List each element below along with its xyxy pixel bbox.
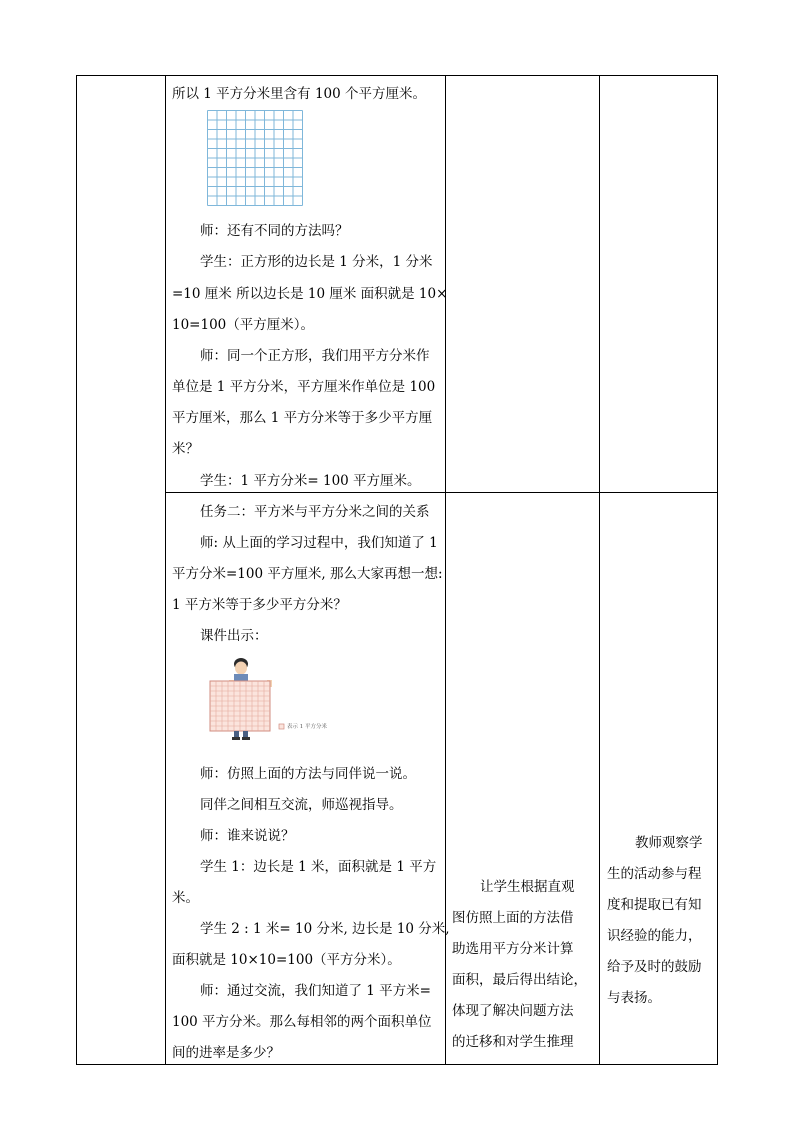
row2-process-cell <box>172 500 450 1061</box>
text-line: =10 厘米 所以边长是 10 厘米 面积就是 10× <box>172 286 448 302</box>
text-line: 师：同一个正方形，我们用平方分米作 <box>200 348 430 364</box>
text-line: 学生：正方形的边长是 1 分米，1 分米 <box>200 254 433 270</box>
row1-process-cell <box>172 82 448 492</box>
row-divider <box>165 492 718 493</box>
text-line: 米。 <box>172 890 199 906</box>
column-divider <box>165 76 166 1064</box>
text-line: 的迁移和对学生推理 <box>452 1034 574 1050</box>
column-divider <box>445 76 446 1064</box>
text-line: 体现了解决问题方法 <box>452 1003 574 1019</box>
text-line: 师：还有不同的方法吗？ <box>200 223 349 239</box>
text-line: 学生 1：边长是 1 米，面积就是 1 平方 <box>200 859 437 875</box>
text-line: 图仿照上面的方法借 <box>452 910 574 926</box>
text-line: 给予及时的鼓励 <box>607 959 702 975</box>
text-line: 平方分米=100 平方厘米, 那么大家再想一想: <box>172 566 443 582</box>
text-line: 让学生根据直观 <box>480 879 575 895</box>
text-line: 1 平方米等于多少平方分米？ <box>172 597 347 613</box>
text-line: 所以 1 平方分米里含有 100 个平方厘米。 <box>172 86 427 102</box>
text-line: 同伴之间相互交流，师巡视指导。 <box>200 797 403 813</box>
text-line: 任务二：平方米与平方分米之间的关系 <box>200 504 430 520</box>
text-line: 师：仿照上面的方法与同伴说一说。 <box>200 766 416 782</box>
text-line: 课件出示： <box>200 628 268 644</box>
text-line: 单位是 1 平方分米，平方厘米作单位是 100 <box>172 379 436 395</box>
hundred-square-grid-figure <box>207 110 303 206</box>
column-divider <box>599 76 600 1064</box>
text-line: 师: 从上面的学习过程中，我们知道了 1 <box>200 535 438 551</box>
text-line: 师：谁来说说？ <box>200 828 295 844</box>
figure-caption: 表示 1 平方分米 <box>287 724 327 730</box>
text-line: 平方厘米，那么 1 平方分米等于多少平方厘 <box>172 410 433 426</box>
text-line: 学生 2 : 1 米= 10 分米, 边长是 10 分米, <box>200 921 450 937</box>
text-line: 面积就是 10×10=100（平方分米）。 <box>172 952 401 968</box>
row2-evaluation-cell <box>607 831 715 1006</box>
text-line: 度和提取已有知 <box>607 897 702 913</box>
text-line: 100 平方分米。那么每相邻的两个面积单位 <box>172 1014 432 1030</box>
text-line: 学生：1 平方分米= 100 平方厘米。 <box>200 473 421 489</box>
text-line: 间的进率是多少？ <box>172 1045 280 1061</box>
boy-holding-square-meter-figure <box>208 654 338 742</box>
row2-design-intent-cell <box>452 875 594 1055</box>
text-line: 米？ <box>172 441 199 457</box>
text-line: 与表扬。 <box>607 990 661 1006</box>
text-line: 10=100（平方厘米）。 <box>172 317 315 333</box>
text-line: 生的活动参与程 <box>607 866 702 882</box>
text-line: 识经验的能力， <box>607 928 702 944</box>
text-line: 面积，最后得出结论， <box>452 972 587 988</box>
text-line: 助选用平方分米计算 <box>452 941 574 957</box>
text-line: 师：通过交流，我们知道了 1 平方米= <box>200 983 431 999</box>
text-line: 教师观察学 <box>635 835 703 851</box>
